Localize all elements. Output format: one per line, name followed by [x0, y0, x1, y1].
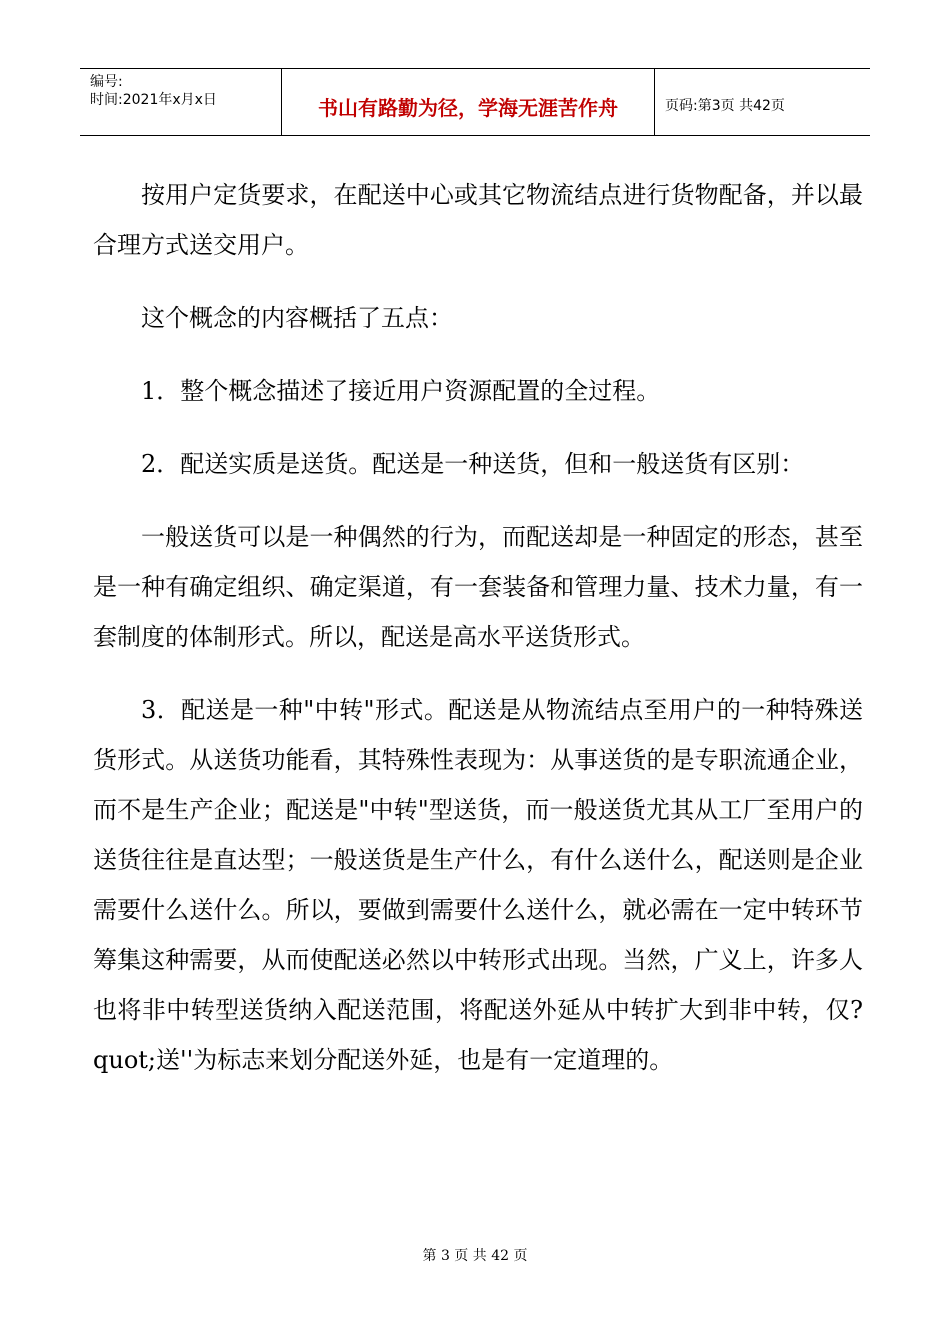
paragraph: 一般送货可以是一种偶然的行为，而配送却是一种固定的形态，甚至是一种有确定组织、确定渠道，有一套装备和管理力量、技术力量，有一套制度的体制形式。所以，配送是高水平送货形式。 — [93, 523, 863, 651]
header-motto: 书山有路勤为径，学海无涯苦作舟 — [282, 69, 655, 135]
header-page-info: 页码:第3页 共42页 — [665, 98, 785, 114]
paragraph: 1．整个概念描述了接近用户资源配置的全过程。 — [141, 377, 661, 405]
paragraph: 按用户定货要求，在配送中心或其它物流结点进行货物配备，并以最合理方式送交用户。 — [93, 181, 863, 259]
doc-time-label: 时间:2021年x月x日 — [90, 92, 217, 108]
page-header — [80, 68, 870, 136]
page-footer: 第 3 页 共 42 页 — [422, 1248, 528, 1264]
doc-number-label: 编号: — [90, 74, 123, 90]
paragraph: 3．配送是一种"中转"形式。配送是从物流结点至用户的一种特殊送货形式。从送货功能看，其特殊性表现为：从事送货的是专职流通企业，而不是生产企业；配送是"中转"型送货，而一般送货尤其从工厂至用户的送货往往是直达型；一般送货是生产什么，有什么送什么，配送则是企业需要什么送什么。所以，要做到需要什么送什么，就必需在一定中转环节筹集这种需要，从而使配送必然以中转形式出现。当然，广义上，许多人也将非中转型送货纳入配送范围，将配送外延从中转扩大到非中转，仅?quot;送''为标志来划分配送外延，也是有一定道理的。 — [93, 696, 863, 1074]
header-meta — [80, 69, 282, 135]
document-body — [93, 170, 863, 1108]
paragraph: 2．配送实质是送货。配送是一种送货，但和一般送货有区别： — [141, 450, 805, 478]
paragraph: 这个概念的内容概括了五点： — [141, 304, 453, 332]
